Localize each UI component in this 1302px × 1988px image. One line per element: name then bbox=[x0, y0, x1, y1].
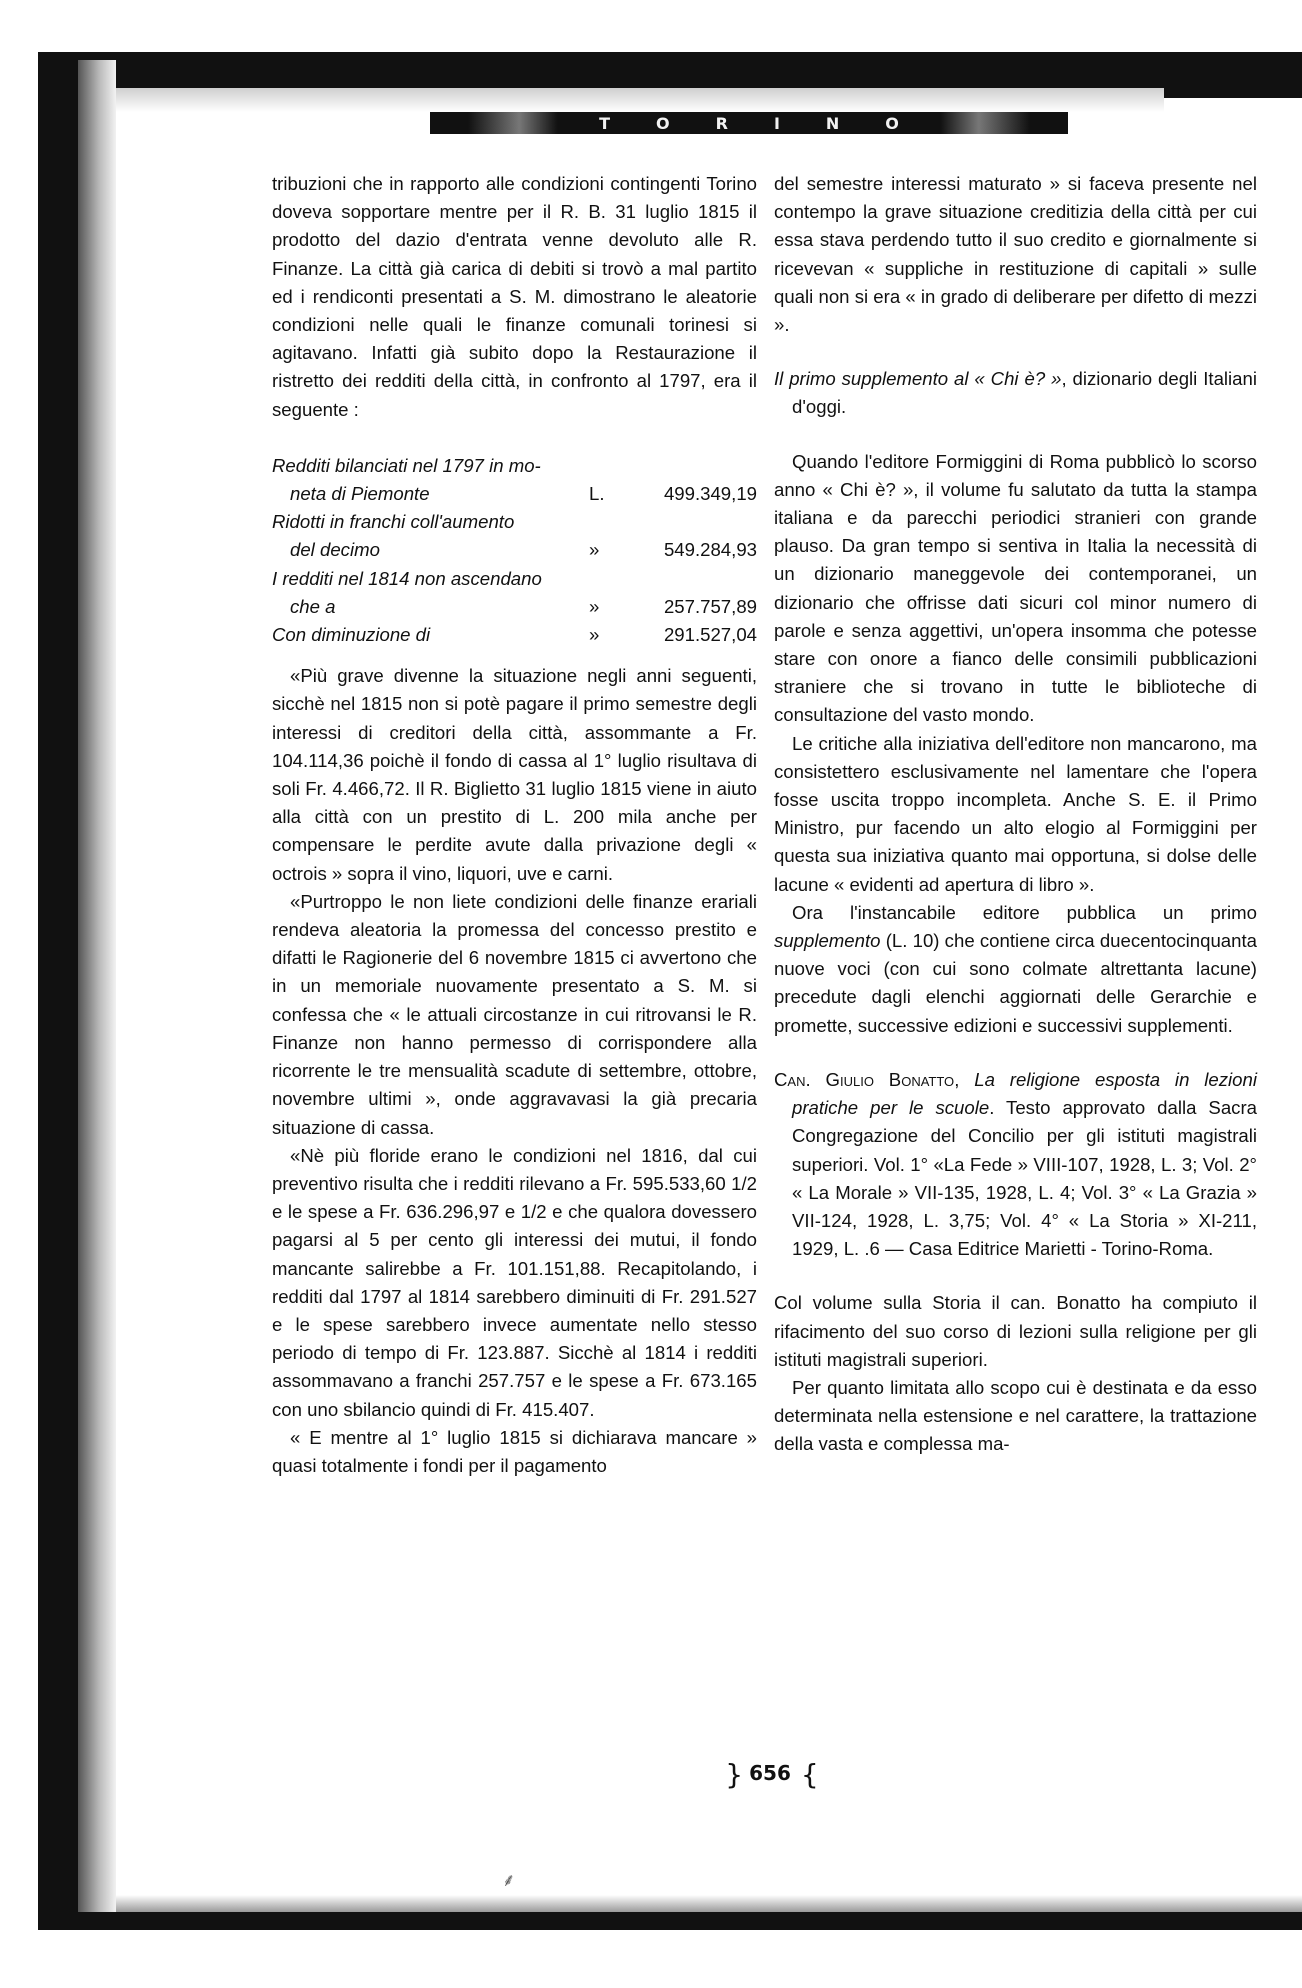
right-paragraph-4-start: Ora l'instancabile editore pubblica un primo bbox=[792, 901, 1257, 923]
right-paragraph-3: Le critiche alla iniziativa dell'editore non mancarono, ma consistettero esclusivamente nel lamentare che l'opera fosse uscita troppo incompleta. Anche S. E. il Primo Ministro, pur facendo un alto elogio al Formiggini per questa sua iniziativa quanto mai opportuna, si dolse delle lacune « evidenti ad apertura di libro ». bbox=[774, 732, 1257, 895]
scan-edge-top-right bbox=[1164, 52, 1302, 98]
table-row bbox=[272, 621, 757, 649]
review-title-2: La religione esposta in lezioni pratiche per le scuole bbox=[792, 1068, 1257, 1119]
table-currency: » bbox=[589, 595, 600, 617]
left-paragraph-2: «Più grave divenne la situazione negli anni seguenti, sicchè nel 1815 non si potè pagare il primo semestre degli interessi di creditori della città, assommante a Fr. 104.114,36 poichè il fondo di cassa al 1° luglio risultava di soli Fr. 4.466,72. Il R. Biglietto 31 luglio 1815 viene in aiuto alla città con un prestito di L. 200 mila anche per compensare le perdite avute dalla privazione degli « octrois » sopra il vino, liquori, uve e carni. bbox=[272, 665, 757, 884]
table-row bbox=[272, 508, 757, 536]
running-header bbox=[430, 112, 1068, 134]
table-value: 549.284,93 bbox=[663, 539, 757, 561]
left-paragraph-3: «Purtroppo le non liete condizioni delle finanze erariali rendeva aleatoria la promessa del concesso prestito e difatti le Ragionerie del 6 novembre 1815 ci avvertono che in un memoriale nuovamente presentato a S. M. si confessa che « le attuali circostanze in cui ritrovansi le R. Finanze non hanno permesso di corrispondere alla ricorrente le tre mensualità scadute di settembre, ottobre, novembre ultimi », onde aggravavasi la già precaria situazione di cassa. bbox=[272, 890, 757, 1138]
right-paragraph-2: Quando l'editore Formiggini di Roma pubblicò lo scorso anno « Chi è? », il volume fu salutato da tutta la stampa italiana e da parecchi periodici stranieri con grande plauso. Da gran tempo si sentiva in Italia la necessità di un dizionario maneggevole dei contemporanei, un dizionario che offrisse dati sicuri col minor numero di parole e senza aggettivi, un'opera insomma che potesse stare con onore a fianco delle consimili pubblicazioni straniere che si trovano in tutte le biblioteche di consultazione del vasto mondo. bbox=[774, 450, 1257, 726]
left-paragraph-4: «Nè più floride erano le condizioni nel 1816, dal cui preventivo risulta che i redditi rilevano a Fr. 595.533,60 1/2 e le spese a Fr. 636.296,97 e 1/2 e che qualora dovessero pagarsi al 5 per cento gli interessi dei mutui, il fondo mancante salirebbe a Fr. 101.151,88. Recapitolando, i redditi dal 1797 al 1814 sarebbero diminuiti di Fr. 291.527 e le spese sarebbero invece aumentate nello stesso periodo di tempo di Fr. 123.887. Sicchè al 1814 i redditi assommavano a franchi 257.757 e le spese a Fr. 673.165 con uno sbilancio quindi di Fr. 415.407. bbox=[272, 1144, 757, 1420]
brace-right-icon: { bbox=[800, 1757, 819, 1791]
table-value: 291.527,04 bbox=[663, 624, 757, 646]
table-value: 257.757,89 bbox=[663, 595, 757, 617]
table-label: neta di Piemonte bbox=[290, 483, 430, 505]
table-row bbox=[272, 593, 757, 621]
table-currency: L. bbox=[589, 483, 605, 505]
scan-margin-bottom bbox=[0, 1930, 1302, 1988]
scan-edge-top bbox=[38, 52, 1164, 88]
brace-left-icon: } bbox=[725, 1757, 744, 1791]
right-paragraph-5: Col volume sulla Storia il can. Bonatto ha compiuto il rifacimento del suo corso di lezioni sulla religione per gli istituti magistrali superiori. bbox=[774, 1292, 1257, 1370]
review-title-1: Il primo supplemento al « Chi è? » bbox=[774, 368, 1062, 390]
right-paragraph-1: del semestre interessi maturato » si faceva presente nel contempo la grave situazione creditizia della città per cui essa stava perdendo tutto il suo credito e giornalmente si ricevevan « suppliche in restituzione di capitali » sulle quali non si era « in grado di deliberare per difetto di mezzi ». bbox=[774, 173, 1257, 336]
table-row bbox=[272, 565, 757, 593]
table-label: Con diminuzione di bbox=[272, 624, 431, 646]
scan-shadow-bottom bbox=[116, 1895, 1302, 1912]
right-paragraph-4 bbox=[774, 899, 1257, 1040]
scan-smudge-icon: ⸙ bbox=[502, 1870, 516, 1890]
table-row bbox=[272, 536, 757, 564]
scan-edge-bottom bbox=[38, 1912, 1302, 1930]
table-label: che a bbox=[290, 595, 336, 617]
table-row bbox=[272, 452, 757, 480]
review-author-2: Can. Giulio Bonatto bbox=[774, 1068, 955, 1090]
table-row bbox=[272, 480, 757, 508]
table-currency: » bbox=[589, 624, 600, 646]
page-number-value: 656 bbox=[749, 1761, 791, 1785]
table-label: del decimo bbox=[290, 539, 380, 561]
right-paragraph-4-emphasis: supplemento bbox=[774, 930, 881, 952]
review-subtitle-1: , dizionario degli Italiani d'oggi. bbox=[792, 368, 1257, 418]
scan-edge-left bbox=[38, 56, 78, 1926]
scan-shadow-left bbox=[78, 60, 116, 1930]
right-column bbox=[774, 170, 1257, 1459]
table-label: Ridotti in franchi coll'aumento bbox=[272, 511, 515, 533]
scan-shadow-top bbox=[116, 88, 1164, 112]
table-label: I redditi nel 1814 non ascendano bbox=[272, 567, 542, 589]
table-currency: » bbox=[589, 539, 600, 561]
left-paragraph-5: « E mentre al 1° luglio 1815 si dichiarava mancare » quasi totalmente i fondi per il pagamento bbox=[272, 1426, 757, 1476]
right-paragraph-4-end: (L. 10) che contiene circa duecentocinquanta nuove voci (con cui sono colmate altrettanta lacune) precedute dagli elenchi aggiornati delle Gerarchie e promette, successive edizioni e successivi supplementi. bbox=[774, 930, 1257, 1036]
left-column bbox=[272, 170, 757, 1480]
review-heading-1 bbox=[774, 365, 1257, 421]
table-label: Redditi bilanciati nel 1797 in mo- bbox=[272, 454, 541, 476]
left-paragraph-1: tribuzioni che in rapporto alle condizioni contingenti Torino doveva sopportare mentre per il R. B. 31 luglio 1815 il prodotto del dazio d'entrata venne devoluto alle R. Finanze. La città già carica di debiti si trovò a mal partito ed i rendiconti presentati a S. M. dimostrano le aleatorie condizioni nelle quali le finanze comunali torinesi si agitavano. Infatti già subito dopo la Restaurazione il ristretto dei redditi della città, in confronto al 1797, era il seguente : bbox=[272, 173, 757, 420]
page-number bbox=[712, 1757, 832, 1791]
review-heading-2: Can. Giulio Bonatto, La religione esposta in lezioni pratiche per le scuole. Testo approvato dalla Sacra Congregazione del Concilio per gli istituti magistrali superiori. Vol. 1° «La Fede » VIII-107, 1928, L. 3; Vol. 2° « La Morale » VII-135, 1928, L. 4; Vol. 3° « La Grazia » VII-124, 1928, L. 3,75; Vol. 4° « La Storia » XI-211, 1929, L. .6 — Casa Editrice Marietti - Torino-Roma. bbox=[774, 1068, 1257, 1260]
running-header-title: TORINO bbox=[599, 113, 945, 133]
table-value: 499.349,19 bbox=[663, 483, 757, 505]
revenue-table bbox=[272, 452, 757, 649]
right-paragraph-6: Per quanto limitata allo scopo cui è destinata e da esso determinata nella estensione e nel carattere, la trattazione della vasta e complessa ma- bbox=[774, 1376, 1257, 1455]
review-details-2: . Testo approvato dalla Sacra Congregazione del Concilio per gli istituti magistrali superiori. Vol. 1° «La Fede » VIII-107, 1928, L. 3; Vol. 2° « La Morale » VII-135, 1928, L. 4; Vol. 3° « La Grazia » VII-124, 1928, L. 3,75; Vol. 4° « La Storia » XI-211, 1929, L. .6 — Casa Editrice Marietti - Torino-Roma. bbox=[792, 1097, 1257, 1260]
